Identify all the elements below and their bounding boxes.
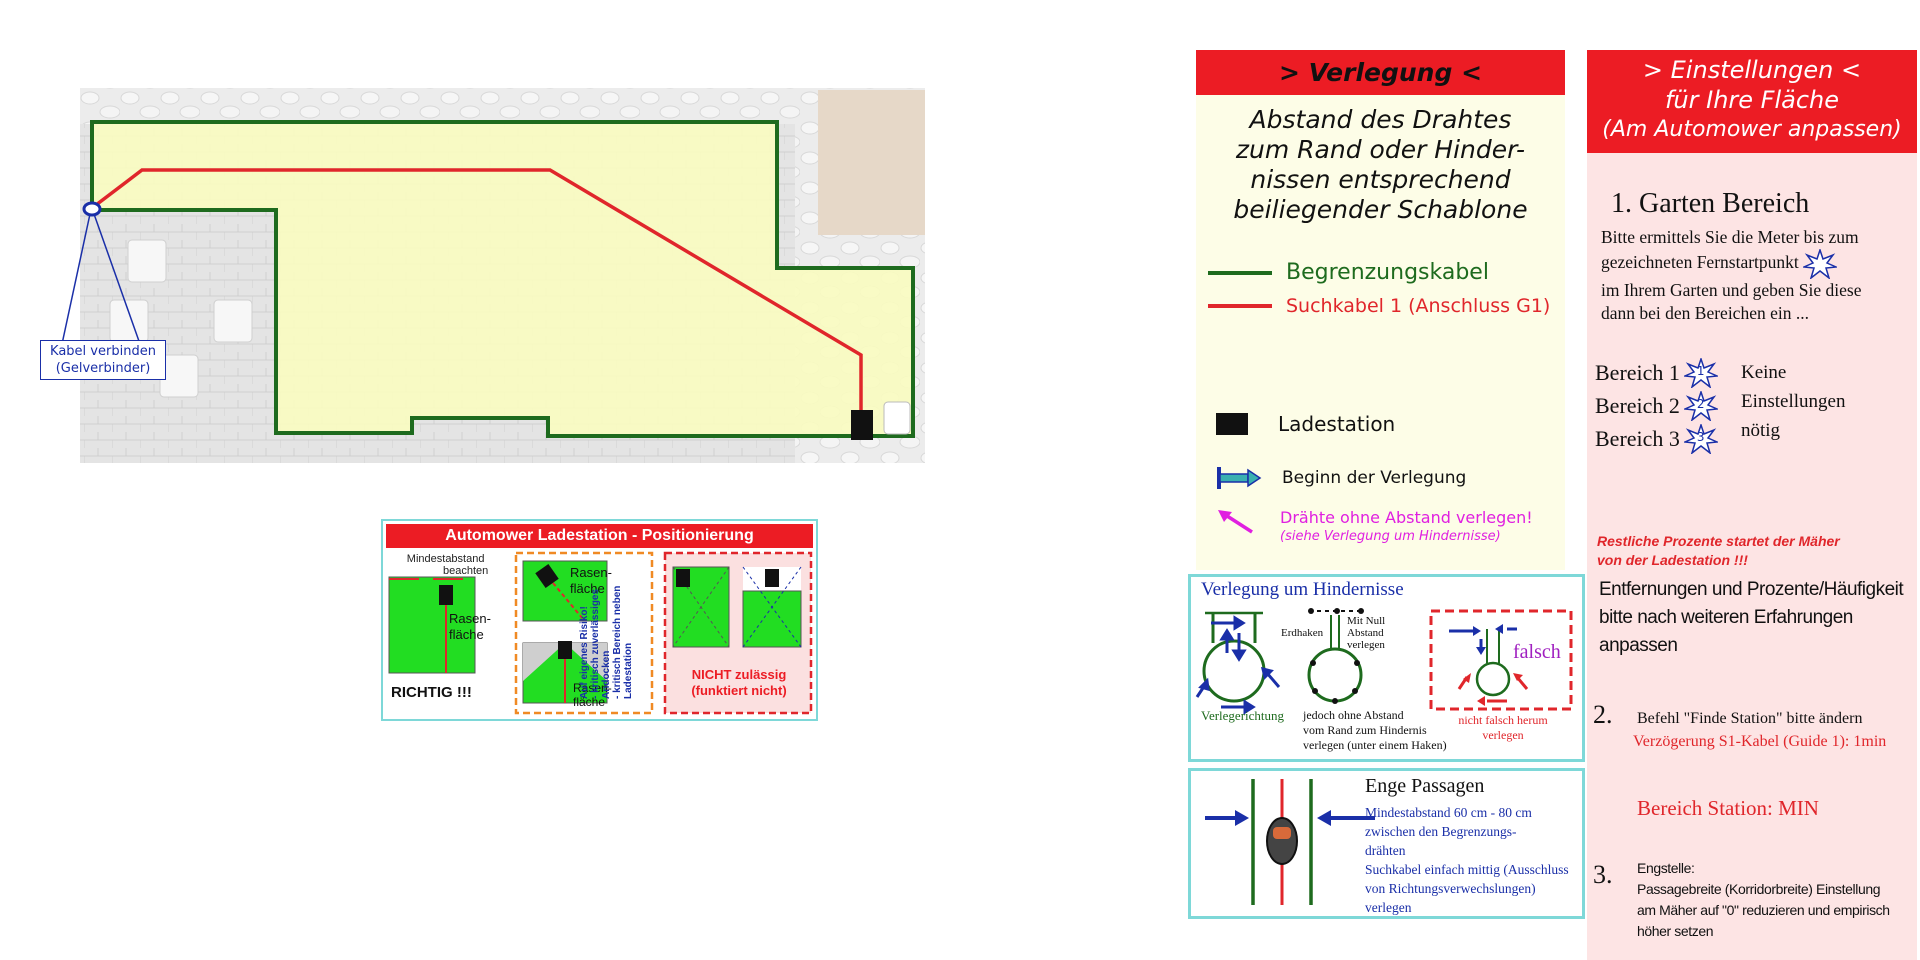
zone-star-1 [1684, 358, 1718, 388]
verlegung-intro [1196, 105, 1565, 225]
zones-list [1595, 356, 1718, 455]
zone-star-2 [1684, 391, 1718, 421]
cable-callout [40, 340, 166, 380]
mower-icon [1267, 818, 1297, 864]
settings-title-2: für Ihre Fläche [1664, 86, 1840, 114]
narrow-passage-graphic [1191, 771, 1341, 916]
adjust-line-1: Entfernungen und Prozente/Häufigkeit [1599, 579, 1904, 600]
zone-star-number-1: 1 [1696, 363, 1705, 378]
without-line-2: vom Rand zum Hindernis [1303, 723, 1427, 737]
station-icon [765, 569, 779, 587]
not-wrong-label [1435, 713, 1571, 743]
section-2-text: Befehl "Finde Station" bitte ändern [1637, 710, 1863, 727]
remaining-line-2: von der Ladestation !!! [1597, 552, 1748, 568]
s1-line-1: Bitte ermittels Sie die Meter bis zum [1601, 227, 1859, 247]
remaining-note [1597, 532, 1840, 570]
direction-label: Verlegerichtung [1201, 708, 1285, 723]
risk-line-3: - kritisch Bereich neben Ladestation [612, 585, 634, 699]
s3-line-3: am Mäher auf "0" reduzieren und empirisch [1637, 902, 1890, 918]
terrace [818, 90, 925, 235]
garden-plan [0, 0, 940, 480]
no-settings-note [1741, 358, 1845, 445]
section-1-heading: 1. Garten Bereich [1611, 188, 1810, 219]
adjust-line-2: bitte nach weiteren Erfahrungen anpassen [1599, 607, 1853, 656]
min-distance-label [403, 553, 488, 577]
push-arrow-head [1235, 810, 1249, 826]
settings-panel [1587, 50, 1917, 960]
verlegung-panel [1196, 50, 1565, 570]
erdhaken-label: Erdhaken [1281, 627, 1324, 639]
section-3-number: 3. [1593, 860, 1613, 889]
s1-line-3: im Ihrem Garten und geben Sie diese [1601, 280, 1862, 300]
narrow-line-4: Suchkabel einfach mittig (Ausschluss [1365, 862, 1569, 877]
green-line-icon [1208, 269, 1272, 277]
hook [1358, 608, 1364, 614]
s1-line-4: dann bei den Bereichen ein ... [1601, 303, 1809, 323]
legend-start-label: Beginn der Verlegung [1282, 468, 1467, 488]
obstacles-title: Verlegung um Hindernisse [1201, 579, 1404, 600]
section-3-text [1637, 858, 1890, 942]
settings-title-3: (Am Automower anpassen) [1602, 117, 1902, 142]
zone-star-number-2: 2 [1696, 396, 1705, 411]
zone-row-2 [1595, 389, 1718, 422]
narrow-text [1365, 803, 1582, 917]
risk-line-2: - kritisch zuverlässiges Andocken [590, 588, 612, 699]
zone-label-3: Bereich 3 [1595, 426, 1680, 451]
hook [1354, 660, 1360, 666]
s3-line-4: höher setzen [1637, 923, 1714, 939]
min-label-1: Mindestabstand [406, 553, 485, 565]
intro-line-2: zum Rand oder Hinder- [1235, 135, 1526, 164]
s1-line-2-text: gezeichneten Fernstartpunkt [1601, 252, 1799, 273]
s3-line-2: Passagebreite (Korridorbreite) Einstellung [1637, 881, 1881, 897]
zone-label-1: Bereich 1 [1595, 360, 1680, 385]
legend-guide [1208, 295, 1550, 317]
positioning-title: Automower Ladestation - Positionierung [386, 524, 813, 548]
hook [1310, 660, 1316, 666]
narrow-line-3: drähten [1365, 843, 1406, 858]
null-line-3: verlegen [1347, 639, 1385, 651]
risk-text [579, 549, 634, 699]
station-icon [439, 585, 453, 605]
null-line-1: Mit Null [1347, 615, 1386, 627]
narrow-passages-panel [1188, 768, 1585, 919]
intro-line-1: Abstand des Drahtes [1249, 105, 1512, 134]
lawn-label-1: Rasen- [570, 565, 612, 580]
station-plate [884, 402, 910, 434]
not-allowed-text [666, 667, 812, 699]
legend-boundary-label: Begrenzungskabel [1286, 260, 1489, 285]
narrow-line-2: zwischen den Begrenzungs- [1365, 824, 1517, 839]
note-line-2: Einstellungen [1741, 391, 1846, 412]
hook [1332, 698, 1338, 704]
legend-guide-label: Suchkabel 1 (Anschluss G1) [1286, 295, 1551, 317]
not-wrong-line-1: nicht falsch herum [1458, 713, 1548, 727]
lawn-label-1: Rasen- [573, 681, 612, 695]
not-allowed-2: (funktiert nicht) [691, 683, 787, 698]
correct-label: RICHTIG !!! [391, 684, 472, 701]
legend-station [1216, 412, 1395, 436]
narrow-line-1: Mindestabstand 60 cm - 80 cm [1365, 805, 1532, 820]
direction-arrows [1197, 618, 1279, 712]
note-line-1: Keine [1741, 362, 1787, 383]
legend-station-label: Ladestation [1278, 412, 1396, 436]
positioning-panel [381, 519, 818, 721]
hook [1334, 608, 1340, 614]
note-line-3: nötig [1741, 420, 1781, 441]
star-icon [1803, 249, 1837, 279]
charging-station [851, 410, 873, 440]
null-line-2: Abstand [1347, 627, 1384, 639]
station-setting: Bereich Station: MIN [1637, 796, 1819, 820]
remaining-line-1: Restliche Prozente startet der Mäher [1597, 533, 1840, 549]
settings-title-1: > Einstellungen < [1642, 56, 1862, 84]
zone-label-2: Bereich 2 [1595, 393, 1680, 418]
falsch-label: falsch [1513, 641, 1561, 663]
s1-line-2 [1601, 249, 1917, 279]
legend-boundary [1208, 260, 1489, 285]
settings-header [1587, 50, 1917, 153]
obstacle-circle [1477, 663, 1509, 695]
hook [1352, 688, 1358, 694]
section-2-delay: Verzögerung S1-Kabel (Guide 1): 1min [1633, 733, 1887, 750]
mower-window [1273, 827, 1291, 839]
intro-line-3: nissen entsprechend [1250, 165, 1511, 194]
lawn-label [449, 611, 491, 643]
magenta-arrow-icon [1216, 508, 1256, 536]
hook [1312, 688, 1318, 694]
without-distance-label [1303, 708, 1447, 753]
section-2-number: 2. [1593, 700, 1613, 729]
hook [1308, 608, 1314, 614]
obstacles-panel [1188, 574, 1585, 762]
section-1-text [1601, 226, 1917, 325]
cable-joint-marker [84, 203, 100, 215]
narrow-title: Enge Passagen [1365, 775, 1485, 797]
lawn-label-2: fläche [449, 627, 484, 642]
narrow-line-5: von Richtungsverwechslungen) verlegen [1365, 881, 1536, 915]
s3-line-1: Engstelle: [1637, 860, 1695, 876]
lawn-label-2: fläche [570, 581, 605, 596]
station-icon [1216, 413, 1248, 435]
risk-line-1: Auf eigenes Risiko! [579, 606, 590, 699]
legend-start [1216, 465, 1466, 491]
null-distance-label [1347, 615, 1385, 651]
intro-line-4: beiliegender Schablone [1233, 195, 1528, 224]
legend-nodist [1216, 508, 1533, 546]
start-arrow-icon [1216, 465, 1262, 491]
station-icon [558, 641, 572, 659]
zone-star-3 [1684, 424, 1718, 454]
red-line-icon [1208, 302, 1272, 310]
station-icon [676, 569, 690, 587]
not-wrong-line-2: verlegen [1482, 728, 1524, 742]
lawn-label-1: Rasen- [449, 611, 491, 626]
bad-example-2-lawn [743, 591, 801, 647]
not-allowed-1: NICHT zulässig [691, 667, 787, 682]
without-line-1: jedoch ohne Abstand [1303, 708, 1404, 722]
legend-nodist-sub: (siehe Verlegung um Hindernisse) [1280, 529, 1501, 544]
callout-line-1: Kabel verbinden [50, 344, 156, 359]
verlegung-title: > Verlegung < [1196, 50, 1565, 95]
min-label-2: beachten [443, 565, 489, 577]
callout-line-2: (Gelverbinder) [55, 361, 151, 376]
legend-nodist-label: Drähte ohne Abstand verlegen! [1280, 508, 1533, 527]
zone-row-1 [1595, 356, 1718, 389]
legend-nodist-text [1280, 508, 1533, 546]
zone-row-3 [1595, 422, 1718, 455]
zone-star-number-3: 3 [1696, 429, 1705, 444]
without-line-3: verlegen (unter einem Haken) [1303, 738, 1447, 752]
adjust-note [1599, 576, 1917, 660]
lawn-label-2: fläche [573, 695, 606, 709]
